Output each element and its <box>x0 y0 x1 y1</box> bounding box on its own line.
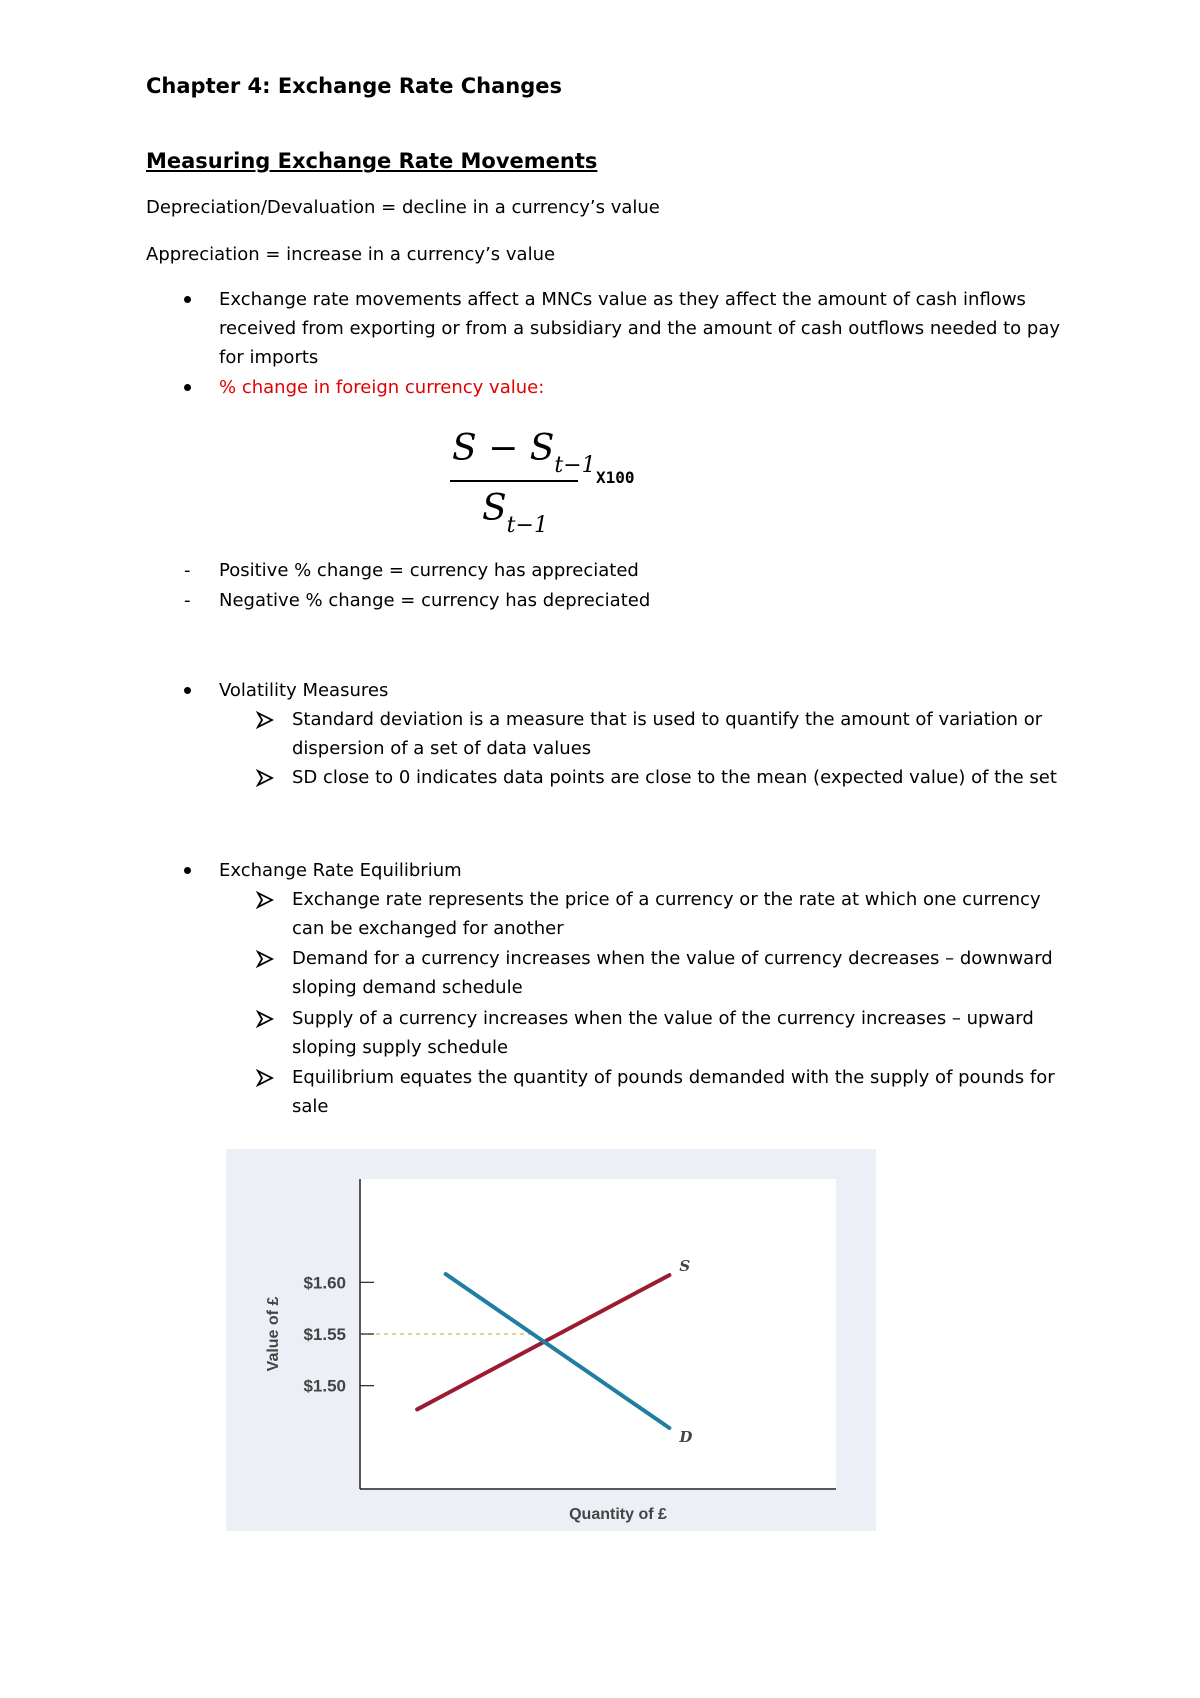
y-tick-label: $1.55 <box>303 1325 346 1344</box>
equilibrium-sub-line: Supply of a currency increases when the value of the currency increases – upward <box>292 1008 1034 1029</box>
arrow-bullet-icon <box>256 769 274 787</box>
y-tick-label: $1.50 <box>303 1376 346 1396</box>
volatility-sub-line: dispersion of a set of data values <box>292 738 592 759</box>
volatility-heading: Volatility Measures <box>219 680 389 701</box>
y-axis-label: Value of £ <box>265 1296 282 1372</box>
bullet-text-line: received from exporting or from a subsidiary and the amount of cash outflows needed to pay <box>219 318 1060 339</box>
dash-icon: - <box>184 560 191 581</box>
chapter-title: Chapter 4: Exchange Rate Changes <box>146 74 563 98</box>
formula-multiplier: X100 <box>596 468 635 487</box>
dash-icon: - <box>184 590 191 611</box>
volatility-sub-line: SD close to 0 indicates data points are close to the mean (expected value) of the set <box>292 767 1057 788</box>
arrow-bullet-icon <box>256 711 274 729</box>
bullet-icon <box>184 296 191 303</box>
formula-denominator: $S_{t-1}$ <box>482 488 548 538</box>
fraction-bar <box>450 480 578 482</box>
percent-change-heading: % change in foreign currency value: <box>219 377 545 398</box>
volatility-sub-line: Standard deviation is a measure that is used to quantify the amount of variation or <box>292 709 1043 730</box>
series-label-d: D <box>679 1428 693 1447</box>
plot-area <box>360 1179 836 1489</box>
equilibrium-sub-line: can be exchanged for another <box>292 918 564 939</box>
bullet-icon <box>184 384 191 391</box>
formula-numerator: $S - S_{t-1}$ <box>452 428 596 478</box>
definition-appreciation: Appreciation = increase in a currency’s value <box>146 244 556 265</box>
definition-depreciation: Depreciation/Devaluation = decline in a currency’s value <box>146 197 660 218</box>
arrow-bullet-icon <box>256 950 274 968</box>
equilibrium-sub-line: Demand for a currency increases when the value of currency decreases – downward <box>292 948 1053 969</box>
equilibrium-heading: Exchange Rate Equilibrium <box>219 860 462 881</box>
supply-demand-chart <box>226 1149 876 1531</box>
arrow-bullet-icon <box>256 1069 274 1087</box>
equilibrium-sub-line: sloping demand schedule <box>292 977 523 998</box>
bullet-text-line: Exchange rate movements affect a MNCs value as they affect the amount of cash inflows <box>219 289 1026 310</box>
bullet-icon <box>184 687 191 694</box>
bullet-icon <box>184 867 191 874</box>
percent-change-formula <box>440 428 660 538</box>
equilibrium-sub-line: sale <box>292 1096 329 1117</box>
positive-change-text: Positive % change = currency has appreciated <box>219 560 639 581</box>
arrow-bullet-icon <box>256 1010 274 1028</box>
negative-change-text: Negative % change = currency has depreciated <box>219 590 651 611</box>
arrow-bullet-icon <box>256 891 274 909</box>
y-tick-label: $1.60 <box>303 1273 346 1293</box>
x-axis-label: Quantity of £ <box>569 1506 667 1523</box>
equilibrium-sub-line: Equilibrium equates the quantity of pounds demanded with the supply of pounds for <box>292 1067 1055 1088</box>
series-label-s: S <box>679 1257 691 1276</box>
section-title: Measuring Exchange Rate Movements <box>146 149 598 173</box>
chart-canvas <box>226 1149 876 1531</box>
bullet-text-line: for imports <box>219 347 319 368</box>
equilibrium-sub-line: sloping supply schedule <box>292 1037 509 1058</box>
equilibrium-sub-line: Exchange rate represents the price of a currency or the rate at which one currency <box>292 889 1041 910</box>
